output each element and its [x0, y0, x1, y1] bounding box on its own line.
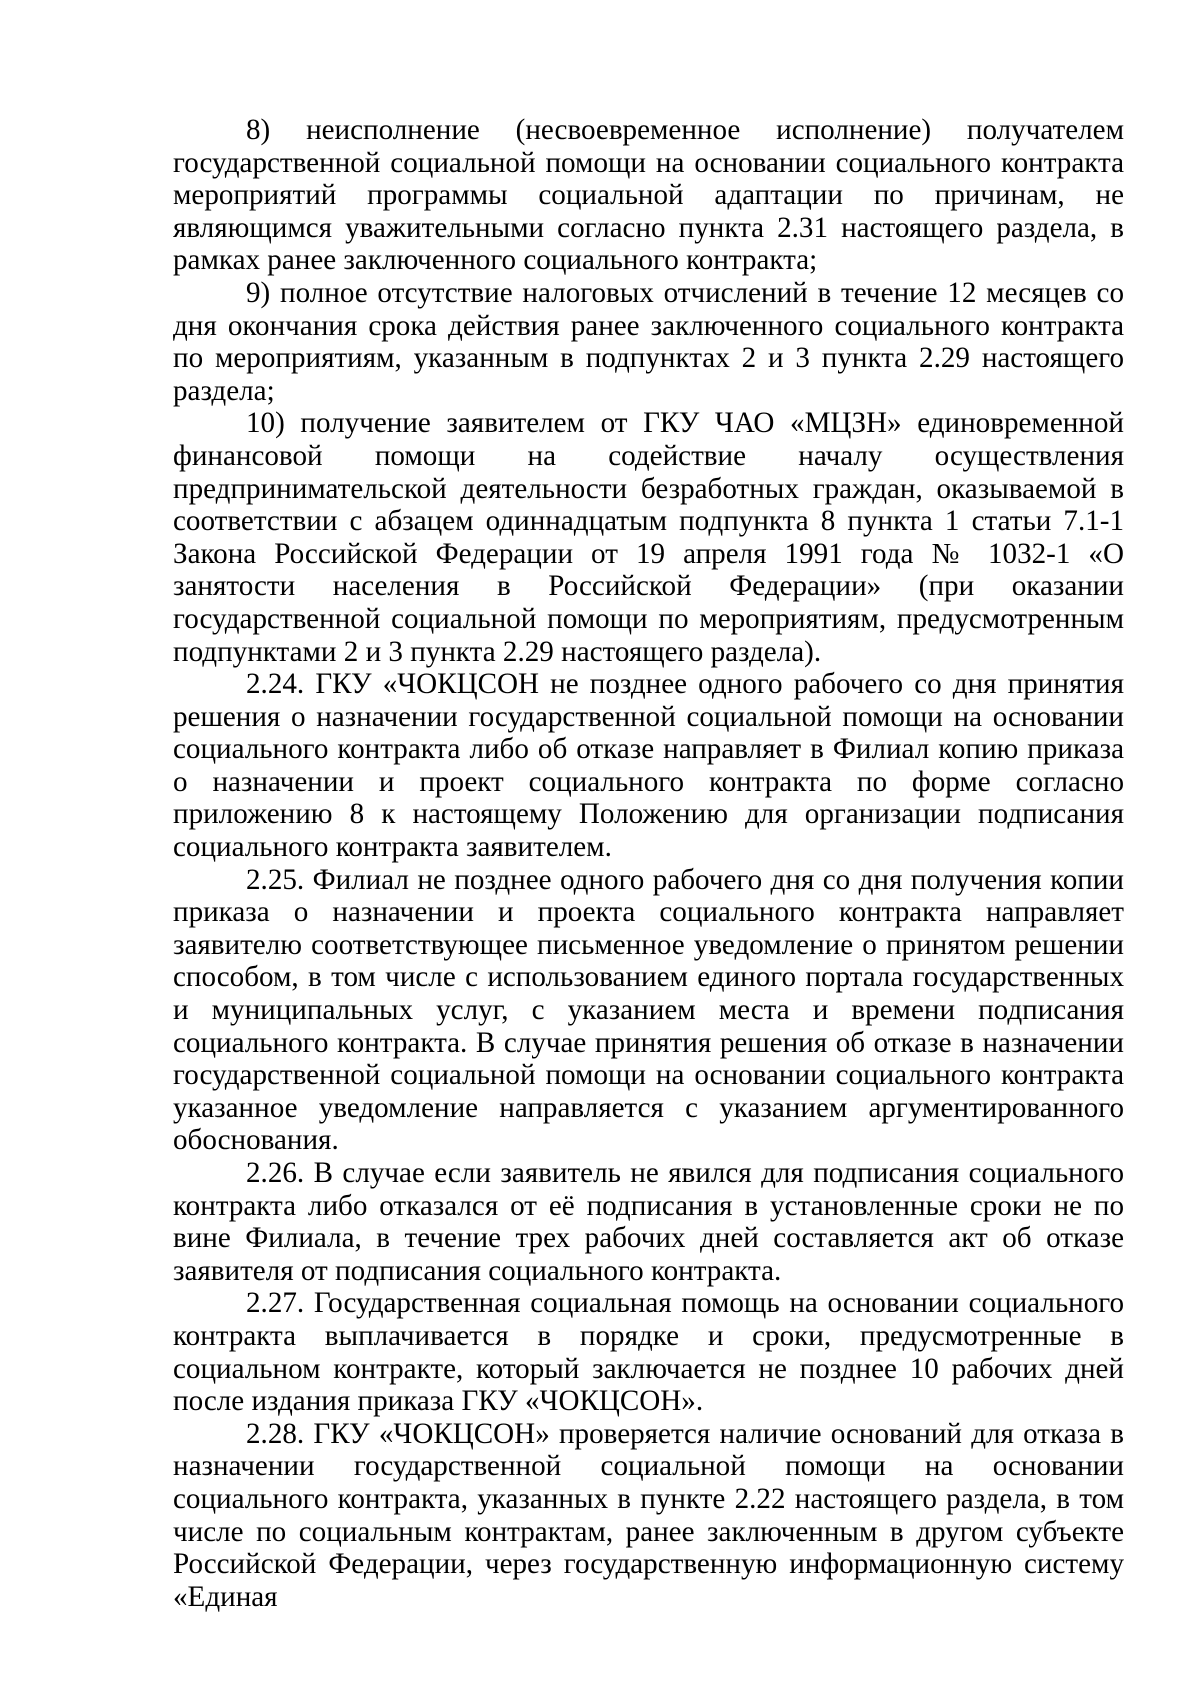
paragraph-item-10-lump-sum-aid: 10) получение заявителем от ГКУ ЧАО «МЦЗН» единовременной финансовой помощи на содействие началу осуществления предпринимательской деятельности безработных граждан, оказываемой в соответствии с абзацем одиннадцатым подпункта 8 пункта 1 статьи 7.1-1 Закона Российской Федерации от 19 апреля 1991 года № 1032-1 «О занятости населения в Российской Федерации» (при оказании государственной социальной помощи по мероприятиям, предусмотренным подпунктами 2 и 3 пункта 2.29 настоящего раздела). — [173, 407, 1124, 668]
paragraph-2-28: 2.28. ГКУ «ЧОКЦСОН» проверяется наличие оснований для отказа в назначении государственной социальной помощи на основании социального контракта, указанных в пункте 2.22 настоящего раздела, в том числе по социальным контрактам, ранее заключенным в другом субъекте Российской Федерации, через государственную информационную систему «Единая — [173, 1417, 1124, 1613]
paragraph-2-25: 2.25. Филиал не позднее одного рабочего дня со дня получения копии приказа о назначении и проекта социального контракта направляет заявителю соответствующее письменное уведомление о принятом решении способом, в том числе с использованием единого портала государственных и муниципальных услуг, с указанием места и времени подписания социального контракта. В случае принятия решения об отказе в назначении государственной социальной помощи на основании социального контракта указанное уведомление направляется с указанием аргументированного обоснования. — [173, 863, 1124, 1157]
paragraph-2-27: 2.27. Государственная социальная помощь на основании социального контракта выплачивается в порядке и сроки, предусмотренные в социальном контракте, который заключается не позднее 10 рабочих дней после издания приказа ГКУ «ЧОКЦСОН». — [173, 1287, 1124, 1418]
paragraph-2-26: 2.26. В случае если заявитель не явился для подписания социального контракта либо отказался от её подписания в установленные сроки не по вине Филиала, в течение трех рабочих дней составляется акт об отказе заявителя от подписания социального контракта. — [173, 1157, 1124, 1287]
paragraph-2-24: 2.24. ГКУ «ЧОКЦСОН не позднее одного рабочего со дня принятия решения о назначении государственной социальной помощи на основании социального контракта либо об отказе направляет в Филиал копию приказа о назначении и проект социального контракта по форме согласно приложению 8 к настоящему Положению для организации подписания социального контракта заявителем. — [173, 668, 1124, 864]
paragraph-item-9-no-tax-deductions: 9) полное отсутствие налоговых отчислений в течение 12 месяцев со дня окончания срока действия ранее заключенного социального контракта по мероприятиям, указанным в подпунктах 2 и 3 пункта 2.29 настоящего раздела; — [173, 276, 1124, 407]
document-body — [173, 114, 1124, 1613]
paragraph-item-8-nonfulfillment: 8) неисполнение (несвоевременное исполнение) получателем государственной социальной помощи на основании социального контракта мероприятий программы социальной адаптации по причинам, не являющимся уважительными согласно пункта 2.31 настоящего раздела, в рамках ранее заключенного социального контракта; — [173, 114, 1124, 277]
